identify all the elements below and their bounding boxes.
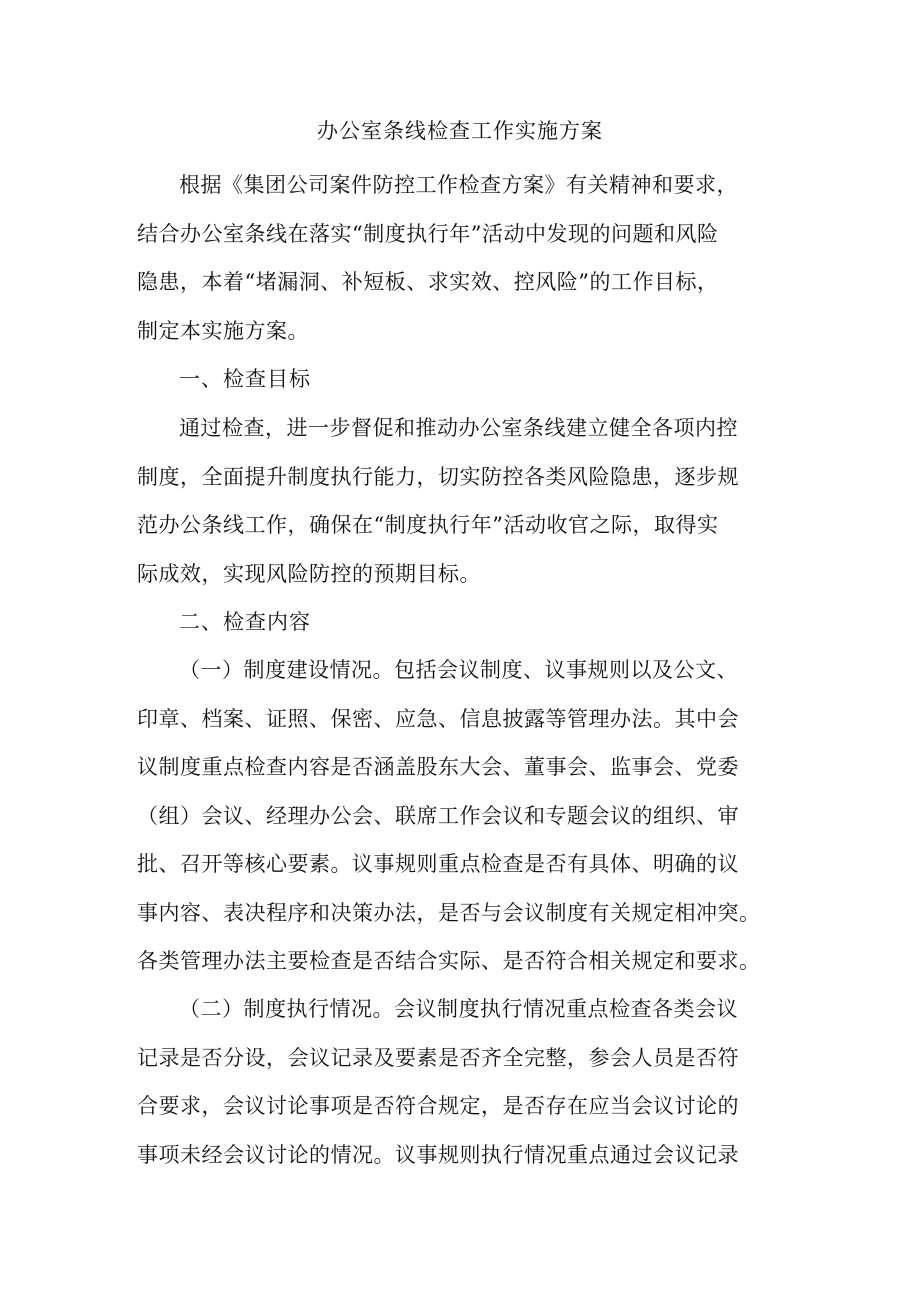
item1-line: 各类管理办法主要检查是否结合实际、是否符合相关规定和要求。 xyxy=(137,949,761,973)
intro-line: 结合办公室条线在落实“制度执行年”活动中发现的问题和风险 xyxy=(137,221,719,246)
document-title: 办公室条线检查工作实施方案 xyxy=(317,119,603,143)
section1-line: 范办公条线工作，确保在“制度执行年”活动收官之际，取得实 xyxy=(137,513,719,537)
item2-line: 合要求，会议讨论事项是否符合规定，是否存在应当会议讨论的 xyxy=(137,1094,739,1118)
item1-line: 批、召开等核心要素。议事规则重点检查是否有具体、明确的议 xyxy=(137,852,739,876)
item1-line: （一）制度建设情况。包括会议制度、议事规则以及公文、 xyxy=(179,658,738,682)
section2-item2-paragraph xyxy=(137,985,792,1179)
section1-paragraph xyxy=(137,404,792,598)
intro-line: 隐患，本着“堵漏洞、补短板、求实效、控风险”的工作目标， xyxy=(137,270,719,294)
intro-line: 根据《集团公司案件防控工作检查方案》有关精神和要求， xyxy=(179,173,738,197)
section1-line: 通过检查，进一步督促和推动办公室条线建立健全各项内控 xyxy=(179,416,738,440)
section2-item1-paragraph xyxy=(137,646,792,986)
section1-line: 制度，全面提升制度执行能力，切实防控各类风险隐患，逐步规 xyxy=(137,464,739,489)
intro-line: 制定本实施方案。 xyxy=(137,318,309,343)
intro-paragraph xyxy=(137,161,792,355)
section1-line: 际成效，实现风险防控的预期目标。 xyxy=(137,561,481,586)
item1-line: 议制度重点检查内容是否涵盖股东大会、董事会、监事会、党委 xyxy=(137,755,739,779)
item2-line: 记录是否分设，会议记录及要素是否齐全完整，参会人员是否符 xyxy=(137,1045,739,1070)
section-heading-1: 一、检查目标 xyxy=(179,367,311,391)
item1-line: （组）会议、经理办公会、联席工作会议和专题会议的组织、审 xyxy=(137,803,739,828)
item1-line: 事内容、表决程序和决策办法，是否与会议制度有关规定相冲突。 xyxy=(137,900,761,925)
item1-line: 印章、档案、证照、保密、应急、信息披露等管理办法。其中会 xyxy=(137,706,739,731)
item2-line: 事项未经会议讨论的情况。议事规则执行情况重点通过会议记录 xyxy=(137,1142,739,1167)
item2-line: （二）制度执行情况。会议制度执行情况重点检查各类会议 xyxy=(179,997,738,1021)
section-heading-2: 二、检查内容 xyxy=(179,610,311,634)
